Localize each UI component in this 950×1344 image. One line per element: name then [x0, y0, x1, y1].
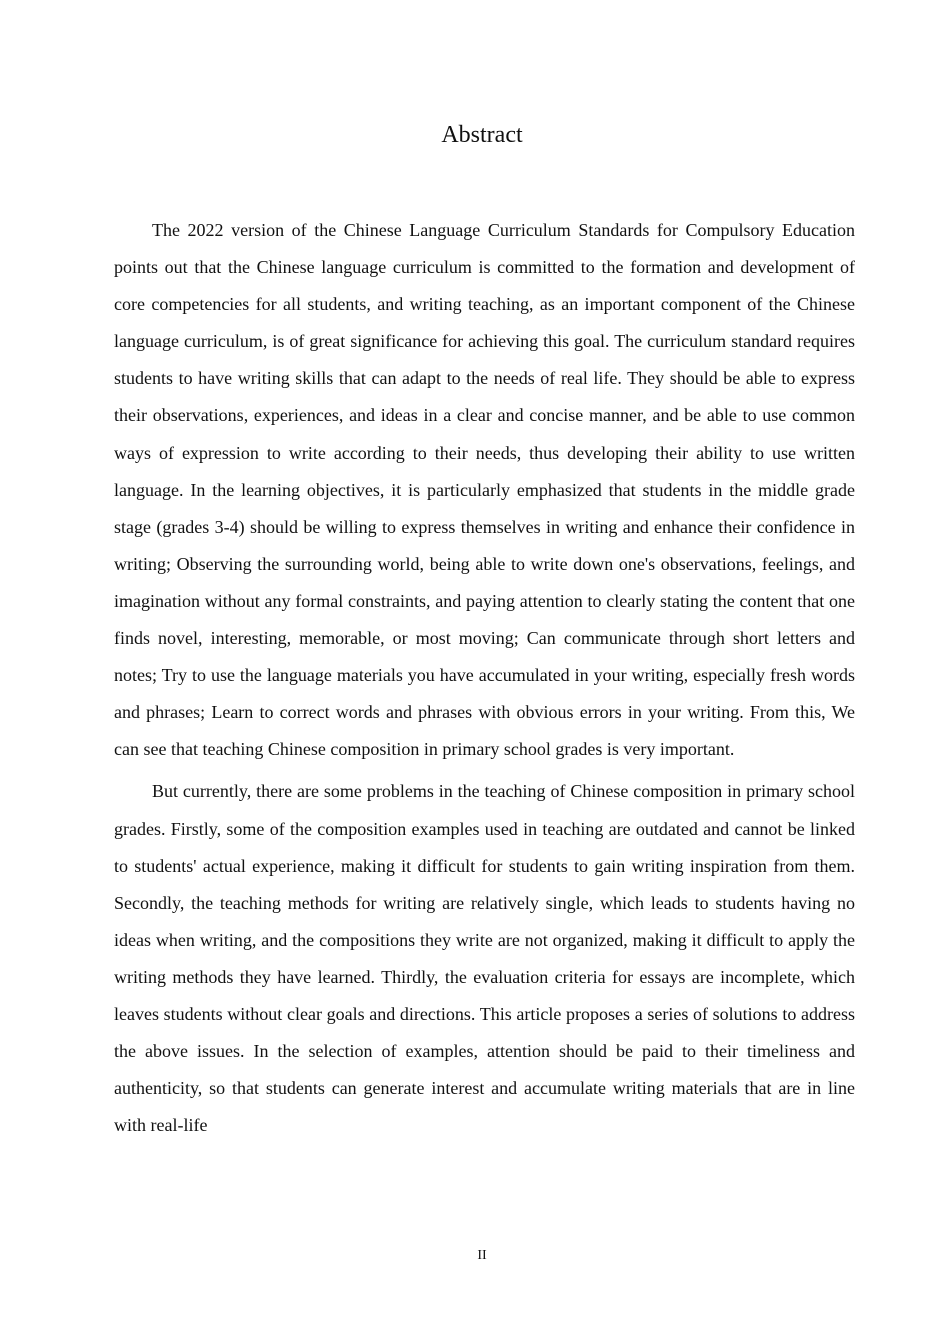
abstract-paragraph-2: But currently, there are some problems in the teaching of Chinese composition in primary school grades. Firstly, some of the composition examples used in teaching are outdated and cannot be linked to students' actual experience, making it difficult for students to gain writing inspiration from them. Secondly, the teaching methods for writing are relatively single, which leads to students having no ideas when writing, and the compositions they write are not organized, making it difficult to apply the writing methods they have learned. Thirdly, the evaluation criteria for essays are incomplete, which leaves students without clear goals and directions. This article proposes a series of solutions to address the above issues. In the selection of examples, attention should be paid to their timeliness and authenticity, so that students can generate interest and accumulate writing materials that are in line with real-life	[114, 781, 855, 1136]
page-number: II	[477, 1248, 487, 1263]
abstract-body	[114, 212, 855, 1149]
abstract-title: Abstract	[441, 122, 523, 148]
abstract-paragraph-1: The 2022 version of the Chinese Language Curriculum Standards for Compulsory Education points out that the Chinese language curriculum is committed to the formation and development of core competencies for all students, and writing teaching, as an important component of the Chinese language curriculum, is of great significance for achieving this goal. The curriculum standard requires students to have writing skills that can adapt to the needs of real life. They should be able to express their observations, experiences, and ideas in a clear and concise manner, and be able to use common ways of expression to write according to their needs, thus developing their ability to use written language. In the learning objectives, it is particularly emphasized that students in the middle grade stage (grades 3-4) should be willing to express themselves in writing and enhance their confidence in writing; Observing the surrounding world, being able to write down one's observations, feelings, and imagination without any formal constraints, and paying attention to clearly stating the content that one finds novel, interesting, memorable, or most moving; Can communicate through short letters and notes; Try to use the language materials you have accumulated in your writing, especially fresh words and phrases; Learn to correct words and phrases with obvious errors in your writing. From this, We can see that teaching Chinese composition in primary school grades is very important.	[114, 220, 855, 760]
